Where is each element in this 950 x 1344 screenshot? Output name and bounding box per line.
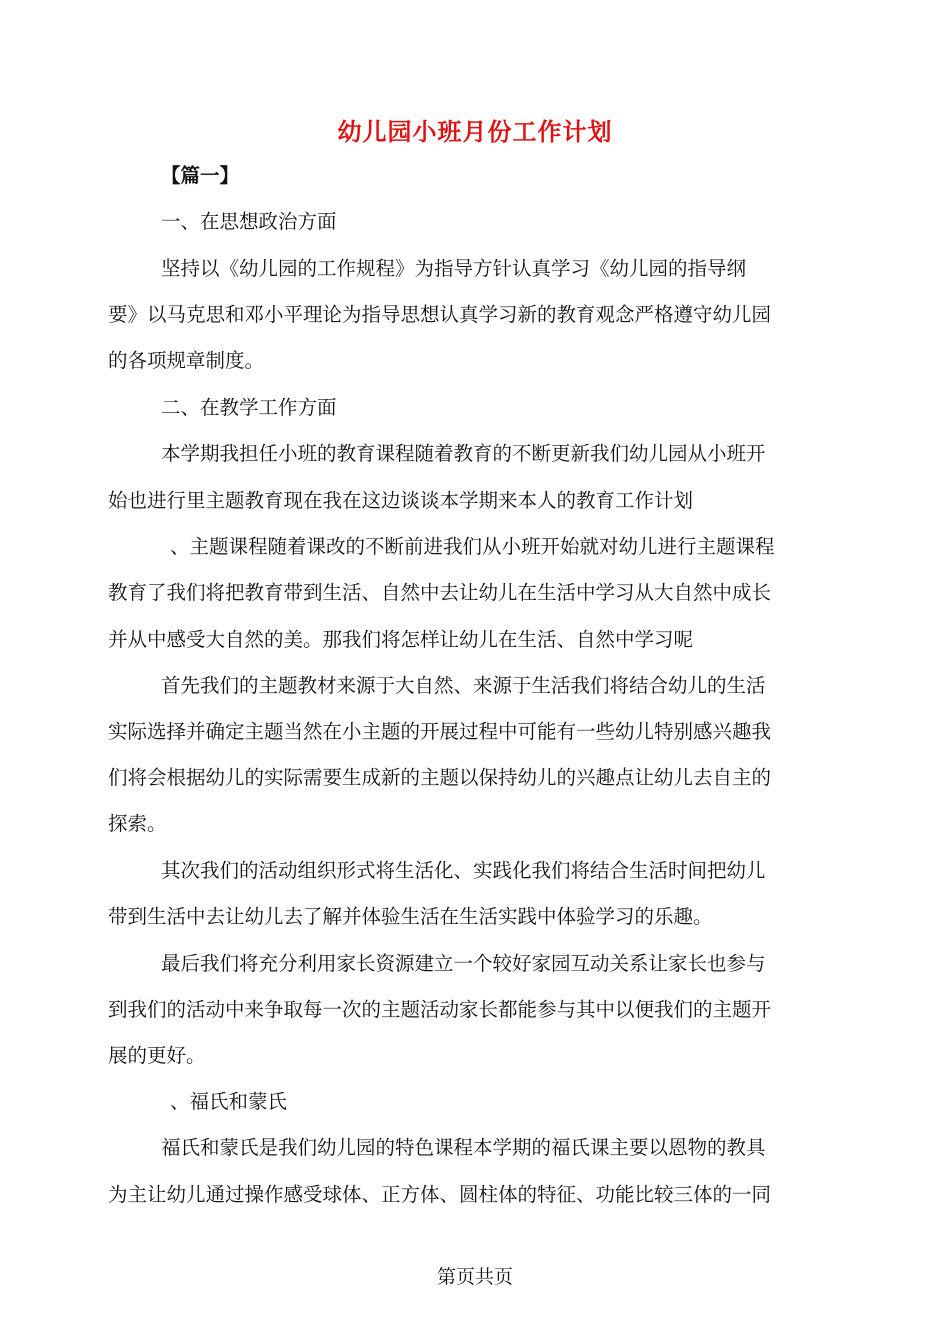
text-line: 带到生活中去让幼儿去了解并体验生活在生活实践中体验学习的乐趣。	[108, 905, 713, 928]
text-line: 探索。	[108, 812, 167, 835]
text-line: 福氏和蒙氏是我们幼儿园的特色课程本学期的福氏课主要以恩物的教具	[161, 1136, 766, 1159]
text-line: 的各项规章制度。	[108, 349, 265, 372]
text-line: 本学期我担任小班的教育课程随着教育的不断更新我们幼儿园从小班开	[161, 442, 766, 465]
text-line: 始也进行里主题教育现在我在这边谈谈本学期来本人的教育工作计划	[108, 489, 694, 512]
text-line: 教育了我们将把教育带到生活、自然中去让幼儿在生活中学习从大自然中成长	[108, 581, 772, 604]
text-line: 到我们的活动中来争取每一次的主题活动家长都能参与其中以便我们的主题开	[108, 998, 772, 1021]
text-line: 实际选择并确定主题当然在小主题的开展过程中可能有一些幼儿特别感兴趣我	[108, 720, 772, 743]
text-line: 们将会根据幼儿的实际需要生成新的主题以保持幼儿的兴趣点让幼儿去自主的	[108, 766, 772, 789]
text-line: 、主题课程随着课改的不断前进我们从小班开始就对幼儿进行主题课程	[170, 535, 775, 558]
text-line: 展的更好。	[108, 1044, 206, 1067]
text-line: 坚持以《幼儿园的工作规程》为指导方针认真学习《幼儿园的指导纲	[161, 257, 747, 280]
subheading: 二、在教学工作方面	[161, 396, 337, 419]
section-heading: 【篇一】	[161, 164, 240, 187]
subheading: 一、在思想政治方面	[161, 210, 337, 233]
subheading: 、福氏和蒙氏	[170, 1090, 288, 1113]
page-footer: 第页共页	[436, 1266, 513, 1288]
text-line: 其次我们的活动组织形式将生活化、实践化我们将结合生活时间把幼儿	[161, 859, 766, 882]
text-line: 要》以马克思和邓小平理论为指导思想认真学习新的教育观念严格遵守幼儿园	[108, 303, 772, 326]
text-line: 并从中感受大自然的美。那我们将怎样让幼儿在生活、自然中学习呢	[108, 628, 694, 651]
text-line: 首先我们的主题教材来源于大自然、来源于生活我们将结合幼儿的生活	[161, 674, 766, 697]
document-title: 幼儿园小班月份工作计划	[337, 118, 613, 146]
text-line: 为主让幼儿通过操作感受球体、正方体、圆柱体的特征、功能比较三体的一同	[108, 1183, 772, 1206]
text-line: 最后我们将充分利用家长资源建立一个较好家园互动关系让家长也参与	[161, 952, 766, 975]
